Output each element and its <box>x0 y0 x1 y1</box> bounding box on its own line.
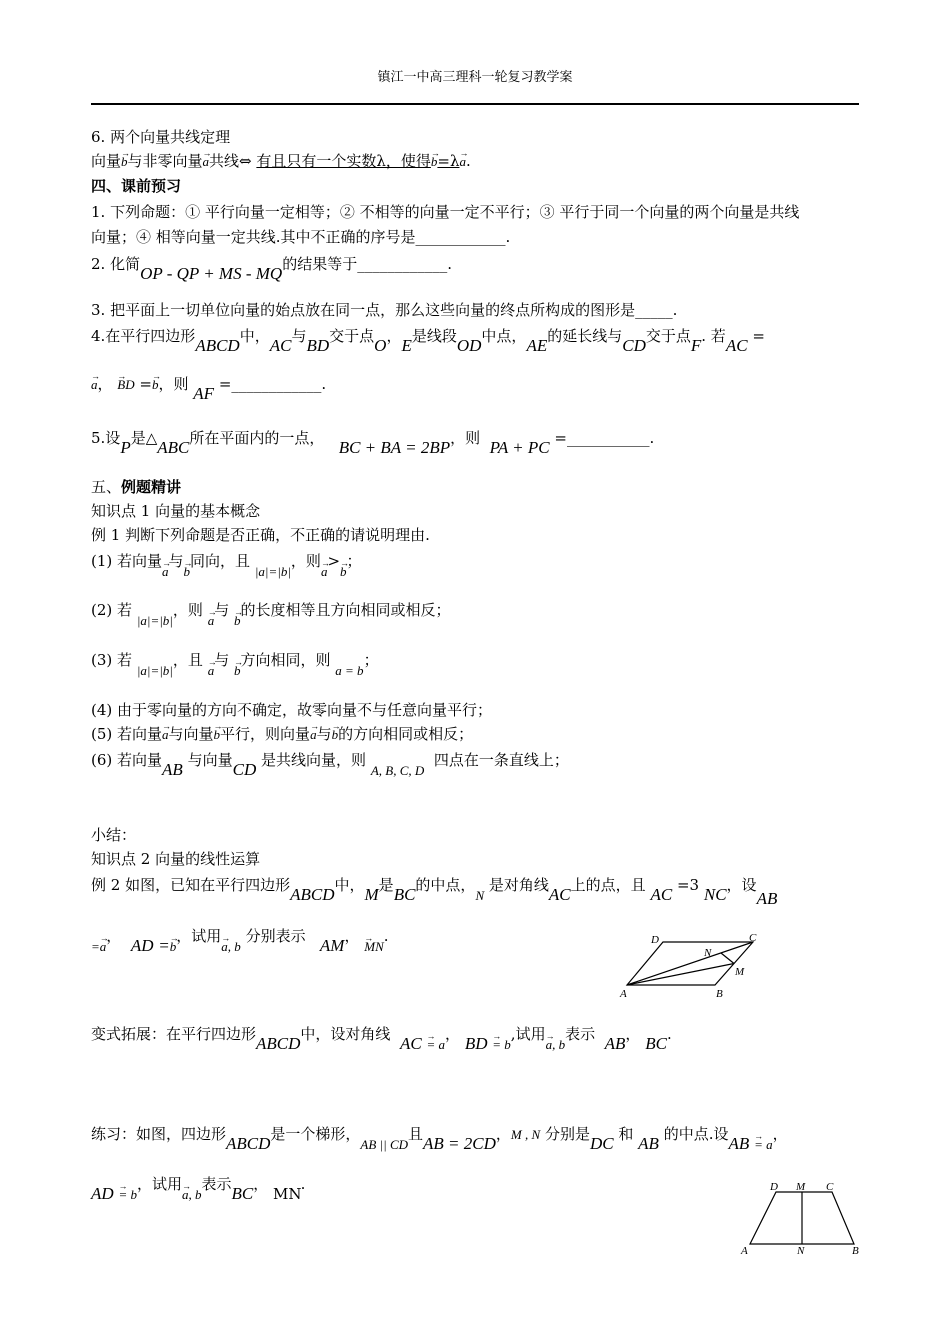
vec-b: → b <box>332 725 339 745</box>
text: ， <box>386 327 402 345</box>
text: (5) 若向量 <box>91 725 163 743</box>
vector-expression: OP - QP + MS - MQ <box>140 264 283 283</box>
vec-b: → b <box>184 562 191 582</box>
vec-b: → b <box>214 725 221 745</box>
ex1-title: 例 1 判断下列命题是否正确，不正确的请说明理由. <box>91 526 430 544</box>
text: 方向相同，则 <box>240 651 331 669</box>
text: =____________. <box>218 375 327 393</box>
p4-line1 <box>91 326 765 355</box>
text: ， <box>106 927 122 945</box>
theorem-statement <box>256 152 466 170</box>
vec-a: → = a <box>754 1135 773 1155</box>
math: AB <box>162 760 183 779</box>
p5 <box>91 428 655 457</box>
text: ，且 <box>172 651 203 669</box>
vec-bd: → BD <box>117 375 134 395</box>
text: = <box>158 936 170 955</box>
practice-line2 <box>91 1174 306 1203</box>
text: 是 <box>378 876 394 894</box>
text: 分别是 <box>544 1125 590 1143</box>
label-a: A <box>741 1245 748 1257</box>
math: BC <box>393 885 416 904</box>
vec-mn: → MN <box>364 937 384 957</box>
label-d: D <box>651 934 659 946</box>
text: 与非零向量 <box>127 152 203 170</box>
vec-a: → a <box>91 375 98 395</box>
text: 五、 <box>91 478 122 496</box>
text: . <box>300 1175 306 1193</box>
math: AC <box>269 336 292 355</box>
label-a: A <box>620 988 627 1000</box>
text: 是△ <box>130 429 158 447</box>
text: ， <box>772 1125 788 1143</box>
math: ABCD <box>195 336 240 355</box>
text: 2. 化简 <box>91 255 141 273</box>
ex1-item4: (4) 由于零向量的方向不确定，故零向量不与任意向量平行； <box>91 701 493 719</box>
math: OD <box>456 336 482 355</box>
math: BD <box>464 1034 488 1053</box>
text: 是线段 <box>411 327 457 345</box>
text: (1) 若向量 <box>91 552 163 570</box>
text: 变式拓展：在平行四边形 <box>91 1025 257 1043</box>
text: 上的点，且 <box>570 876 646 894</box>
math: M <box>364 885 379 904</box>
math: |a|=|b| <box>136 613 173 628</box>
text: ， <box>625 1025 641 1043</box>
math: AB <box>756 889 778 908</box>
text: 5.设 <box>91 429 121 447</box>
vec-a: → a <box>162 725 169 745</box>
practice-line1 <box>91 1124 788 1153</box>
ex1-item5 <box>91 724 473 745</box>
sec4-title: 四、课前预习 <box>91 177 182 195</box>
sec6-title: 6. 两个向量共线定理 <box>91 128 231 146</box>
text: 的中点.设 <box>663 1125 729 1143</box>
text: . <box>383 927 389 945</box>
text: =___________. <box>554 429 655 447</box>
label-c: C <box>749 932 757 944</box>
vec-a: → a <box>100 937 107 957</box>
text: ， <box>495 1125 511 1143</box>
label-b: B <box>852 1245 859 1257</box>
math: ABCD <box>256 1034 301 1053</box>
vec-ab: → a, b <box>182 1185 202 1205</box>
text: ，则 <box>172 601 203 619</box>
text: 4.在平行四边形 <box>91 327 196 345</box>
math: F <box>690 336 702 355</box>
text: 的方向相同或相反； <box>338 725 474 743</box>
vec-b: → b <box>234 611 241 631</box>
text: 中， <box>239 327 270 345</box>
math: AC <box>399 1034 422 1053</box>
text: ，则 <box>290 552 321 570</box>
vec-a: → a <box>459 152 466 172</box>
text: 所在平面内的一点， <box>189 429 325 447</box>
k1-title: 知识点 1 向量的基本概念 <box>91 502 261 520</box>
text: 且 <box>408 1125 424 1143</box>
ex2-line2 <box>91 926 389 955</box>
math: O <box>374 336 387 355</box>
label-m: M <box>735 966 745 978</box>
label-d: D <box>770 1181 778 1193</box>
text: 与 <box>291 327 307 345</box>
text: 练习：如图，四边形 <box>91 1125 227 1143</box>
math: PA + PC <box>489 438 550 457</box>
text: 向量 <box>91 152 122 170</box>
ex1-item1 <box>91 551 362 579</box>
math: AC <box>650 885 673 904</box>
math: AF <box>193 384 215 403</box>
math: AC <box>725 336 748 355</box>
summary: 小结： <box>91 826 137 844</box>
math: AE <box>526 336 548 355</box>
text: (3) 若 <box>91 651 133 669</box>
text: = <box>139 375 152 393</box>
p4-line2 <box>91 374 327 403</box>
header-rule <box>91 103 859 105</box>
ex1-item2 <box>91 600 451 628</box>
math: BC <box>645 1034 667 1053</box>
vec-b: → b <box>234 661 241 681</box>
label-b: B <box>716 988 723 1000</box>
math: A, B, C, D <box>370 763 425 778</box>
vec-a: → a <box>203 152 210 172</box>
math: AB <box>604 1034 626 1053</box>
math: |a|=|b| <box>136 663 173 678</box>
text: ， <box>445 1025 461 1043</box>
math: ABC <box>157 438 190 457</box>
text: ,试用 <box>510 1025 546 1043</box>
text: 与向量 <box>168 725 214 743</box>
segment-nm <box>721 953 734 964</box>
text: 的延长线与 <box>547 327 623 345</box>
math: CD <box>232 760 257 779</box>
text: 表示 <box>201 1175 232 1193</box>
text: 例 2 如图，已知在平行四边形 <box>91 876 291 894</box>
text: ； <box>363 651 379 669</box>
math: |a|=|b| <box>254 564 291 579</box>
text: 的中点， <box>415 876 476 894</box>
text: 是对角线 <box>488 876 549 894</box>
sec5-title <box>91 477 181 497</box>
vec-b: → b <box>121 152 128 172</box>
text: 交于点 <box>329 327 375 345</box>
text: 共线⇔ <box>209 152 252 170</box>
label-n: N <box>797 1245 805 1257</box>
text: . <box>666 1025 672 1043</box>
math: BC + BA = 2BP <box>338 438 451 457</box>
text: ； <box>346 552 362 570</box>
text: (6) 若向量 <box>91 751 163 769</box>
label-c: C <box>826 1181 834 1193</box>
math: ABCD <box>226 1134 271 1153</box>
vec-b: → b <box>431 152 438 172</box>
parallelogram-figure <box>615 930 765 1002</box>
sec6-theorem <box>91 151 471 172</box>
ex1-item6 <box>91 750 569 779</box>
text: 交于点 <box>645 327 691 345</box>
vec-b: → b <box>152 375 159 395</box>
text: 的长度相等且方向相同或相反； <box>240 601 451 619</box>
p1-line2: 向量；④ 相等向量一定共线.其中不正确的序号是____________. <box>91 228 511 246</box>
math: M , N <box>510 1127 541 1142</box>
text: 平行，则向量 <box>220 725 311 743</box>
math: N <box>475 888 485 903</box>
math: AC <box>548 885 571 904</box>
text: 分别表示 <box>245 927 306 945</box>
text: . 若 <box>701 327 726 345</box>
text: 与 <box>168 552 184 570</box>
text: ， <box>97 375 113 393</box>
text: 同向，且 <box>190 552 251 570</box>
vec-b: → = b <box>118 1185 137 1205</box>
text: = <box>91 939 100 954</box>
text: 中， <box>334 876 365 894</box>
text: = <box>752 327 765 345</box>
math: DC <box>589 1134 614 1153</box>
text: 四点在一条直线上； <box>433 751 569 769</box>
math: a = b <box>335 663 364 678</box>
text: 的结果等于____________. <box>282 255 452 273</box>
math: CD <box>622 336 646 355</box>
text: 与 <box>214 601 230 619</box>
text: ， <box>253 1175 269 1193</box>
variant <box>91 1024 672 1053</box>
vec-a: → a <box>162 562 169 582</box>
text: 和 <box>618 1125 634 1143</box>
math: BD <box>306 336 330 355</box>
text: ， <box>344 927 360 945</box>
text: ，设 <box>726 876 757 894</box>
label-m: M <box>796 1181 806 1193</box>
math: MN <box>273 1185 301 1203</box>
vec-a: → a <box>321 562 328 582</box>
text: 与向量 <box>187 751 233 769</box>
text: =3 <box>676 876 700 894</box>
text: ，试用 <box>176 927 222 945</box>
text: 表示 <box>565 1025 596 1043</box>
text: 中点， <box>481 327 527 345</box>
math: ABCD <box>290 885 335 904</box>
text: 有且只有一个实数λ，使得 <box>256 152 431 170</box>
text: 是共线向量，则 <box>261 751 367 769</box>
math: BC <box>231 1184 254 1203</box>
vec-a: → a <box>310 725 317 745</box>
text: (2) 若 <box>91 601 133 619</box>
vec-a: → = a <box>426 1035 445 1055</box>
math: AB <box>728 1134 750 1153</box>
math: AB = 2CD <box>423 1134 496 1153</box>
text: 例题精讲 <box>121 478 182 496</box>
vec-b: → = b <box>492 1035 511 1055</box>
text: ，则 <box>158 375 189 393</box>
math: P <box>120 438 131 457</box>
math: AB <box>638 1134 659 1153</box>
text: > <box>327 552 341 570</box>
text: 与 <box>214 651 230 669</box>
vec-a: → a <box>208 661 215 681</box>
text: 是一个梯形， <box>270 1125 361 1143</box>
vec-ab: → a, b <box>546 1035 566 1055</box>
p3: 3. 把平面上一切单位向量的始点放在同一点，那么这些向量的终点所构成的图形是_____. <box>91 301 678 319</box>
trapezoid-figure <box>738 1178 868 1258</box>
vec-a: → a <box>208 611 215 631</box>
text: 中，设对角线 <box>300 1025 391 1043</box>
text: =λ <box>437 152 460 170</box>
math: AM <box>319 936 345 955</box>
math: AD <box>91 1184 114 1203</box>
k2-title: 知识点 2 向量的线性运算 <box>91 850 261 868</box>
p1-line1: 1. 下列命题：① 平行向量一定相等；② 不相等的向量一定不平行；③ 平行于同一个向量的两个向量是共线 <box>91 203 800 221</box>
ex2-line1 <box>91 875 778 908</box>
math: NC <box>703 885 727 904</box>
math: AB || CD <box>360 1137 409 1152</box>
math: AD <box>130 936 154 955</box>
text: 与 <box>316 725 332 743</box>
text: ，则 <box>450 429 481 447</box>
vec-b: → b <box>340 562 347 582</box>
page-header: 镇江一中高三理科一轮复习教学案 <box>377 70 573 85</box>
ex1-item3 <box>91 650 379 678</box>
math: E <box>401 336 412 355</box>
label-n: N <box>704 947 712 959</box>
vec-ab: → a, b <box>221 937 241 957</box>
text: . <box>465 152 471 170</box>
text: ，试用 <box>136 1175 182 1193</box>
p2 <box>91 254 452 283</box>
vec-b: → b <box>170 937 177 957</box>
